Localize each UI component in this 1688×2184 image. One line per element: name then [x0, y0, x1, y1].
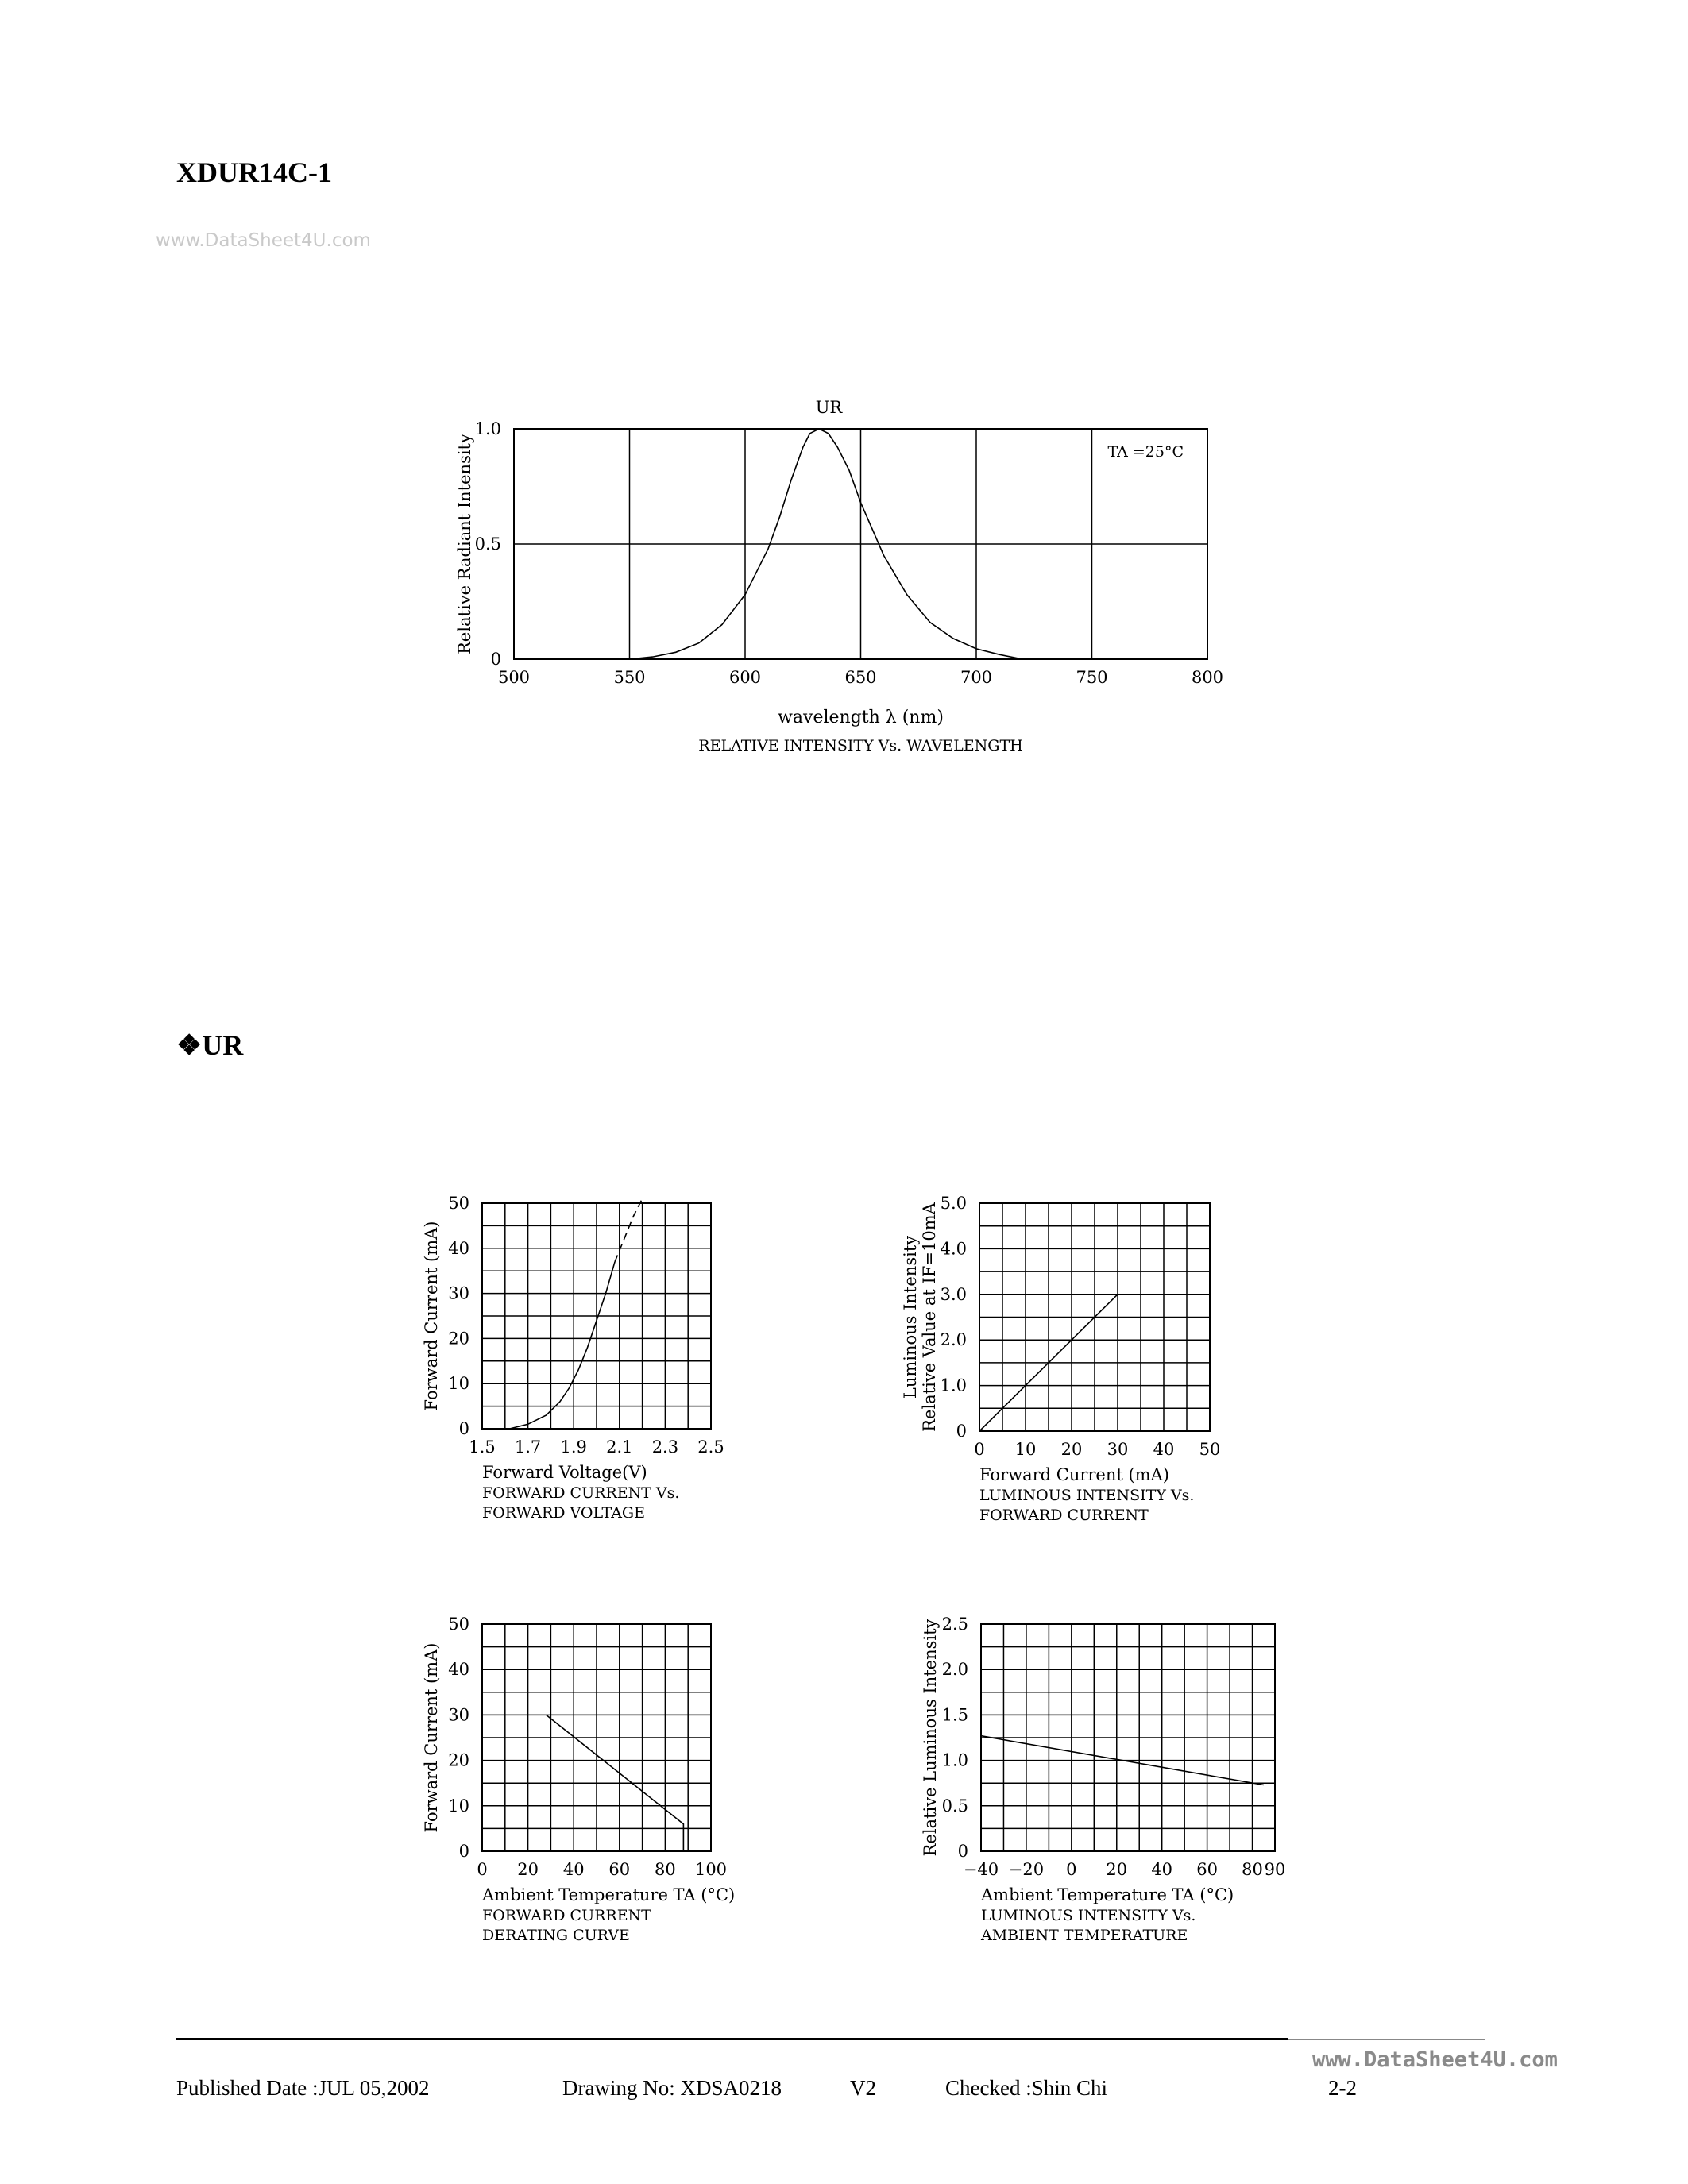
- x-tick-label: 1.7: [514, 1437, 542, 1457]
- y-tick-label: 0: [490, 650, 501, 669]
- x-tick-label: 80: [655, 1860, 676, 1879]
- x-tick-label: 750: [1076, 668, 1108, 687]
- chart-title: LUMINOUS INTENSITY Vs.: [979, 1487, 1195, 1504]
- x-tick-label: 20: [1106, 1860, 1128, 1879]
- y-tick-label: 1.0: [940, 1376, 967, 1395]
- y-tick-label: 2.0: [941, 1660, 968, 1680]
- series-line: [510, 1262, 615, 1429]
- x-tick-label: 600: [728, 668, 762, 687]
- x-tick-label: 0: [477, 1860, 488, 1879]
- y-axis-label: Forward Current (mA): [422, 1221, 441, 1411]
- y-tick-label: 0.5: [941, 1796, 968, 1815]
- chart-title: RELATIVE INTENSITY Vs. WAVELENGTH: [698, 737, 1023, 754]
- chart-luminous-vs-current: [882, 1160, 1263, 1541]
- x-tick-label: 2.3: [651, 1437, 679, 1457]
- chart-title: FORWARD CURRENT Vs.: [482, 1484, 680, 1502]
- y-tick-label: 0: [458, 1419, 469, 1438]
- x-tick-label: −40: [963, 1860, 999, 1879]
- footer-version: V2: [850, 2076, 876, 2100]
- x-tick-label: 20: [517, 1860, 539, 1879]
- y-axis-label: Luminous Intensity: [901, 1235, 920, 1399]
- footer-rule: [176, 2038, 1288, 2040]
- x-tick-label: 40: [1151, 1860, 1173, 1879]
- y-tick-label: 1.0: [941, 1750, 968, 1770]
- y-axis-label: Relative Radiant Intensity: [455, 434, 474, 654]
- section-heading: ❖UR: [176, 1029, 244, 1061]
- x-tick-label: 80: [1242, 1860, 1263, 1879]
- footer-drawing-number: Drawing No: XDSA0218: [562, 2076, 782, 2100]
- y-axis-label: Relative Value at IF=10mA: [920, 1202, 939, 1432]
- footer-watermark[interactable]: www.DataSheet4U.com: [1312, 2047, 1558, 2072]
- chart-luminous-vs-temperature: [882, 1580, 1311, 1962]
- x-tick-label: 30: [1107, 1440, 1129, 1459]
- chart-title: FORWARD CURRENT: [979, 1507, 1149, 1524]
- y-tick-label: 5.0: [940, 1194, 967, 1213]
- x-tick-label: 550: [613, 668, 646, 687]
- chart-top-label: UR: [815, 398, 843, 417]
- chart-title: FORWARD VOLTAGE: [482, 1504, 645, 1522]
- chart-derating: [405, 1580, 755, 1962]
- y-tick-label: 1.5: [941, 1705, 968, 1725]
- y-tick-label: 50: [448, 1615, 469, 1634]
- chart-spectrum: [413, 381, 1239, 762]
- x-tick-label: 700: [960, 668, 993, 687]
- y-axis-label: Relative Luminous Intensity: [921, 1619, 940, 1857]
- x-tick-label: 40: [562, 1860, 585, 1879]
- part-number: XDUR14C-1: [176, 156, 332, 188]
- x-axis-label: Forward Voltage(V): [482, 1463, 647, 1482]
- x-tick-label: −20: [1008, 1860, 1045, 1879]
- x-axis-label: Ambient Temperature TA (°C): [981, 1885, 1234, 1904]
- x-tick-label: 10: [1014, 1440, 1037, 1459]
- x-axis-label: Forward Current (mA): [979, 1465, 1169, 1484]
- x-axis-label: Ambient Temperature TA (°C): [482, 1885, 736, 1904]
- y-tick-label: 20: [448, 1750, 469, 1770]
- x-tick-label: 650: [844, 668, 877, 687]
- y-tick-label: 40: [448, 1660, 469, 1680]
- y-tick-label: 10: [448, 1374, 469, 1394]
- y-tick-label: 0.5: [474, 534, 501, 554]
- watermark-text[interactable]: www.DataSheet4U.com: [156, 230, 371, 251]
- x-tick-label: 100: [694, 1860, 728, 1879]
- x-tick-label: 2.1: [606, 1437, 633, 1457]
- y-tick-label: 0: [458, 1842, 469, 1861]
- y-axis-label: Forward Current (mA): [422, 1642, 441, 1833]
- x-tick-label: 800: [1191, 668, 1224, 687]
- chart-title: FORWARD CURRENT: [482, 1907, 651, 1924]
- x-tick-label: 1.9: [560, 1437, 587, 1457]
- y-tick-label: 0: [957, 1842, 968, 1861]
- footer-rule-thin: [1288, 2039, 1485, 2040]
- x-tick-label: 60: [1196, 1860, 1218, 1879]
- x-tick-label: 0: [1066, 1860, 1077, 1879]
- y-tick-label: 20: [448, 1329, 469, 1349]
- y-tick-label: 50: [448, 1194, 469, 1213]
- y-tick-label: 40: [448, 1238, 469, 1258]
- chart-title: AMBIENT TEMPERATURE: [981, 1927, 1188, 1944]
- y-tick-label: 1.0: [474, 419, 501, 438]
- y-tick-label: 4.0: [940, 1239, 967, 1259]
- x-tick-label: 2.5: [697, 1437, 724, 1457]
- chart-title: DERATING CURVE: [482, 1927, 630, 1944]
- chart-annotation: TA =25°C: [1107, 443, 1184, 461]
- chart-title: LUMINOUS INTENSITY Vs.: [981, 1907, 1196, 1924]
- y-tick-label: 30: [448, 1705, 469, 1725]
- x-tick-label: 50: [1199, 1440, 1221, 1459]
- y-tick-label: 30: [448, 1283, 469, 1303]
- x-tick-label: 90: [1264, 1860, 1286, 1879]
- footer-published-date: Published Date :JUL 05,2002: [176, 2076, 430, 2100]
- x-tick-label: 20: [1060, 1440, 1083, 1459]
- x-tick-label: 500: [497, 668, 531, 687]
- x-tick-label: 40: [1153, 1440, 1175, 1459]
- x-tick-label: 1.5: [469, 1437, 496, 1457]
- y-tick-label: 2.0: [940, 1330, 967, 1350]
- y-tick-label: 2.5: [941, 1615, 968, 1634]
- footer-checked: Checked :Shin Chi: [945, 2076, 1107, 2100]
- x-tick-label: 60: [608, 1860, 631, 1879]
- chart-forward-current-vs-voltage: [405, 1160, 755, 1541]
- footer-page-number: 2-2: [1328, 2076, 1357, 2100]
- x-tick-label: 0: [974, 1440, 985, 1459]
- y-tick-label: 10: [448, 1796, 469, 1815]
- y-tick-label: 3.0: [940, 1284, 967, 1304]
- y-tick-label: 0: [956, 1422, 967, 1441]
- x-axis-label: wavelength λ (nm): [778, 708, 944, 727]
